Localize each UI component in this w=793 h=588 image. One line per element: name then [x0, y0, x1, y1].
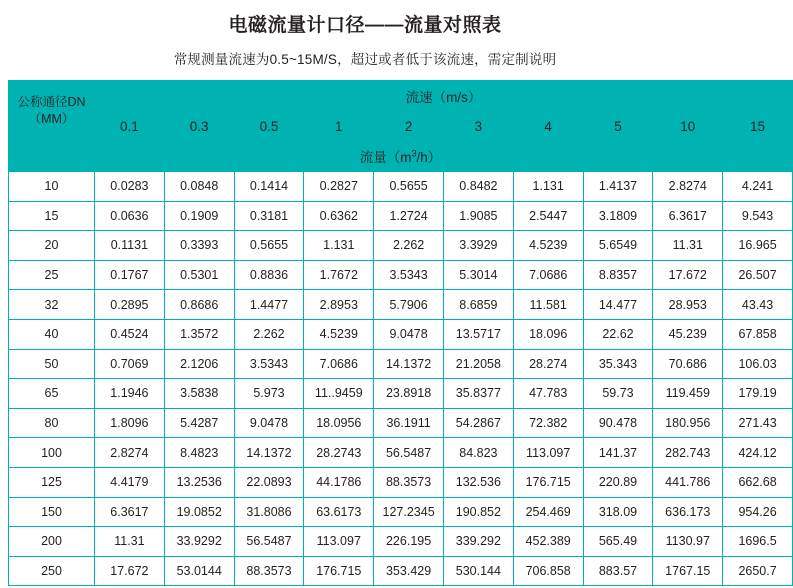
page-title: 电磁流量计口径——流量对照表 — [228, 15, 502, 36]
cell-flow: 23.8918 — [374, 379, 444, 409]
cell-flow: 176.715 — [513, 467, 583, 497]
cell-flow: 0.1131 — [95, 231, 165, 261]
cell-flow: 28.274 — [513, 349, 583, 379]
table-row — [9, 231, 793, 261]
cell-flow: 176.715 — [304, 556, 374, 586]
cell-flow: 70.686 — [653, 349, 723, 379]
cell-flow: 2.8953 — [304, 290, 374, 320]
cell-flow: 2.262 — [374, 231, 444, 261]
table-body — [9, 172, 793, 586]
cell-flow: 2.262 — [234, 319, 304, 349]
cell-flow: 14.1372 — [234, 438, 304, 468]
cell-flow: 26.507 — [723, 260, 793, 290]
header-row-flow — [9, 141, 793, 172]
cell-flow: 0.5655 — [374, 172, 444, 202]
cell-flow: 441.786 — [653, 467, 723, 497]
cell-flow: 8.4823 — [164, 438, 234, 468]
header-speed-9: 15 — [723, 112, 793, 141]
cell-flow: 33.9292 — [164, 527, 234, 557]
cell-flow: 180.956 — [653, 408, 723, 438]
cell-flow: 530.144 — [443, 556, 513, 586]
cell-flow: 0.5655 — [234, 231, 304, 261]
cell-flow: 9.543 — [723, 201, 793, 231]
cell-flow: 9.0478 — [374, 319, 444, 349]
cell-flow: 88.3573 — [374, 467, 444, 497]
cell-flow: 0.7069 — [95, 349, 165, 379]
cell-flow: 1.9085 — [443, 201, 513, 231]
cell-flow: 0.1767 — [95, 260, 165, 290]
cell-flow: 43.43 — [723, 290, 793, 320]
cell-flow: 16.965 — [723, 231, 793, 261]
cell-flow: 45.239 — [653, 319, 723, 349]
cell-flow: 28.2743 — [304, 438, 374, 468]
cell-flow: 119.459 — [653, 379, 723, 409]
cell-dn: 250 — [9, 556, 95, 586]
cell-flow: 353.429 — [374, 556, 444, 586]
cell-dn: 10 — [9, 172, 95, 202]
cell-flow: 282.743 — [653, 438, 723, 468]
header-row-speed — [9, 81, 793, 112]
cell-flow: 0.0636 — [95, 201, 165, 231]
header-speed-2: 0.5 — [234, 112, 304, 141]
cell-flow: 22.62 — [583, 319, 653, 349]
cell-flow: 67.858 — [723, 319, 793, 349]
flow-label-sup: 3 — [411, 148, 417, 159]
page-subtitle: 常规测量流速为0.5~15M/S，超过或者低于该流速，需定制说明 — [173, 52, 557, 67]
cell-flow: 88.3573 — [234, 556, 304, 586]
cell-flow: 3.5838 — [164, 379, 234, 409]
cell-flow: 1696.5 — [723, 527, 793, 557]
cell-flow: 4.4179 — [95, 467, 165, 497]
cell-flow: 0.3181 — [234, 201, 304, 231]
cell-flow: 11.31 — [653, 231, 723, 261]
header-speed-1: 0.3 — [164, 112, 234, 141]
cell-flow: 11.31 — [95, 527, 165, 557]
header-speed-3: 1 — [304, 112, 374, 141]
cell-flow: 1.4137 — [583, 172, 653, 202]
cell-dn: 80 — [9, 408, 95, 438]
cell-flow: 113.097 — [304, 527, 374, 557]
cell-flow: 883.57 — [583, 556, 653, 586]
cell-flow: 36.1911 — [374, 408, 444, 438]
cell-flow: 662.68 — [723, 467, 793, 497]
cell-flow: 59.73 — [583, 379, 653, 409]
cell-flow: 1767.15 — [653, 556, 723, 586]
cell-flow: 179.19 — [723, 379, 793, 409]
cell-flow: 17.672 — [653, 260, 723, 290]
table-row — [9, 201, 793, 231]
cell-flow: 90.478 — [583, 408, 653, 438]
cell-flow: 5.6549 — [583, 231, 653, 261]
cell-flow: 132.536 — [443, 467, 513, 497]
header-speed-0: 0.1 — [95, 112, 165, 141]
cell-flow: 19.0852 — [164, 497, 234, 527]
cell-flow: 3.3929 — [443, 231, 513, 261]
cell-flow: 954.26 — [723, 497, 793, 527]
cell-flow: 3.5343 — [234, 349, 304, 379]
cell-flow: 17.672 — [95, 556, 165, 586]
cell-dn: 40 — [9, 319, 95, 349]
cell-flow: 6.3617 — [95, 497, 165, 527]
cell-flow: 706.858 — [513, 556, 583, 586]
cell-flow: 14.477 — [583, 290, 653, 320]
cell-flow: 0.0283 — [95, 172, 165, 202]
table-row — [9, 527, 793, 557]
cell-flow: 141.37 — [583, 438, 653, 468]
cell-flow: 1.8096 — [95, 408, 165, 438]
cell-flow: 254.469 — [513, 497, 583, 527]
cell-flow: 0.2895 — [95, 290, 165, 320]
table-header — [9, 81, 793, 172]
cell-flow: 636.173 — [653, 497, 723, 527]
cell-dn: 32 — [9, 290, 95, 320]
cell-flow: 13.2536 — [164, 467, 234, 497]
cell-flow: 31.8086 — [234, 497, 304, 527]
cell-flow: 7.0686 — [304, 349, 374, 379]
cell-flow: 0.8482 — [443, 172, 513, 202]
cell-flow: 339.292 — [443, 527, 513, 557]
flow-label-prefix: 流量（m — [359, 150, 412, 165]
cell-flow: 2650.7 — [723, 556, 793, 586]
cell-flow: 5.973 — [234, 379, 304, 409]
cell-flow: 44.1786 — [304, 467, 374, 497]
cell-flow: 1130.97 — [653, 527, 723, 557]
header-row-speed-values — [9, 112, 793, 141]
flow-label-suffix: /h） — [416, 150, 442, 165]
cell-flow: 18.0956 — [304, 408, 374, 438]
table-row — [9, 556, 793, 586]
cell-flow: 271.43 — [723, 408, 793, 438]
cell-flow: 1.7672 — [304, 260, 374, 290]
cell-flow: 1.2724 — [374, 201, 444, 231]
table-row — [9, 408, 793, 438]
cell-flow: 0.5301 — [164, 260, 234, 290]
table-row — [9, 260, 793, 290]
cell-flow: 13.5717 — [443, 319, 513, 349]
table-row — [9, 349, 793, 379]
cell-dn: 25 — [9, 260, 95, 290]
cell-flow: 22.0893 — [234, 467, 304, 497]
cell-flow: 35.343 — [583, 349, 653, 379]
cell-flow: 56.5487 — [234, 527, 304, 557]
cell-flow: 452.389 — [513, 527, 583, 557]
cell-flow: 0.0848 — [164, 172, 234, 202]
flow-rate-table — [8, 80, 793, 586]
cell-flow: 4.5239 — [304, 319, 374, 349]
cell-flow: 8.8357 — [583, 260, 653, 290]
table-row — [9, 319, 793, 349]
cell-flow: 56.5487 — [374, 438, 444, 468]
cell-flow: 5.7906 — [374, 290, 444, 320]
cell-dn: 125 — [9, 467, 95, 497]
cell-flow: 72.382 — [513, 408, 583, 438]
cell-flow: 18.096 — [513, 319, 583, 349]
cell-flow: 0.8686 — [164, 290, 234, 320]
cell-flow: 1.131 — [513, 172, 583, 202]
cell-flow: 0.2827 — [304, 172, 374, 202]
cell-flow: 63.6173 — [304, 497, 374, 527]
table-row — [9, 438, 793, 468]
cell-flow: 35.8377 — [443, 379, 513, 409]
cell-dn: 100 — [9, 438, 95, 468]
cell-flow: 127.2345 — [374, 497, 444, 527]
cell-flow: 3.5343 — [374, 260, 444, 290]
cell-flow: 0.1414 — [234, 172, 304, 202]
cell-flow: 3.1809 — [583, 201, 653, 231]
header-speed-7: 5 — [583, 112, 653, 141]
cell-flow: 1.1946 — [95, 379, 165, 409]
cell-flow: 47.783 — [513, 379, 583, 409]
header-speed-4: 2 — [374, 112, 444, 141]
header-cell-flow — [9, 141, 793, 172]
cell-dn: 50 — [9, 349, 95, 379]
cell-flow: 1.3572 — [164, 319, 234, 349]
cell-flow: 190.852 — [443, 497, 513, 527]
cell-flow: 113.097 — [513, 438, 583, 468]
cell-dn: 150 — [9, 497, 95, 527]
table-row — [9, 379, 793, 409]
cell-flow: 4.241 — [723, 172, 793, 202]
cell-flow: 220.89 — [583, 467, 653, 497]
cell-flow: 226.195 — [374, 527, 444, 557]
cell-dn: 20 — [9, 231, 95, 261]
header-cell-speed: 流速（m/s） — [95, 81, 793, 112]
cell-flow: 1.131 — [304, 231, 374, 261]
header-speed-6: 4 — [513, 112, 583, 141]
table-row — [9, 290, 793, 320]
cell-flow: 565.49 — [583, 527, 653, 557]
cell-flow: 6.3617 — [653, 201, 723, 231]
header-speed-5: 3 — [443, 112, 513, 141]
table-row — [9, 467, 793, 497]
cell-flow: 0.8836 — [234, 260, 304, 290]
cell-flow: 2.8274 — [653, 172, 723, 202]
cell-dn: 200 — [9, 527, 95, 557]
table-row — [9, 497, 793, 527]
cell-flow: 21.2058 — [443, 349, 513, 379]
cell-flow: 0.3393 — [164, 231, 234, 261]
cell-flow: 28.953 — [653, 290, 723, 320]
cell-flow: 0.6362 — [304, 201, 374, 231]
header-speed-8: 10 — [653, 112, 723, 141]
cell-flow: 5.3014 — [443, 260, 513, 290]
table-row — [9, 172, 793, 202]
cell-flow: 2.8274 — [95, 438, 165, 468]
cell-flow: 9.0478 — [234, 408, 304, 438]
cell-flow: 0.1909 — [164, 201, 234, 231]
header-dn-line2: （MM） — [28, 111, 75, 126]
header-cell-dn — [9, 81, 95, 141]
cell-flow: 1.4477 — [234, 290, 304, 320]
cell-flow: 14.1372 — [374, 349, 444, 379]
cell-flow: 318.09 — [583, 497, 653, 527]
cell-flow: 84.823 — [443, 438, 513, 468]
cell-flow: 424.12 — [723, 438, 793, 468]
cell-flow: 7.0686 — [513, 260, 583, 290]
cell-flow: 8.6859 — [443, 290, 513, 320]
cell-flow: 11.581 — [513, 290, 583, 320]
cell-flow: 53.0144 — [164, 556, 234, 586]
cell-flow: 5.4287 — [164, 408, 234, 438]
cell-flow: 4.5239 — [513, 231, 583, 261]
cell-dn: 15 — [9, 201, 95, 231]
cell-flow: 0.4524 — [95, 319, 165, 349]
cell-flow: 2.1206 — [164, 349, 234, 379]
header-dn-line1: 公称通径DN — [17, 94, 86, 109]
cell-dn: 65 — [9, 379, 95, 409]
cell-flow: 11..9459 — [304, 379, 374, 409]
cell-flow: 54.2867 — [443, 408, 513, 438]
cell-flow: 2.5447 — [513, 201, 583, 231]
cell-flow: 106.03 — [723, 349, 793, 379]
